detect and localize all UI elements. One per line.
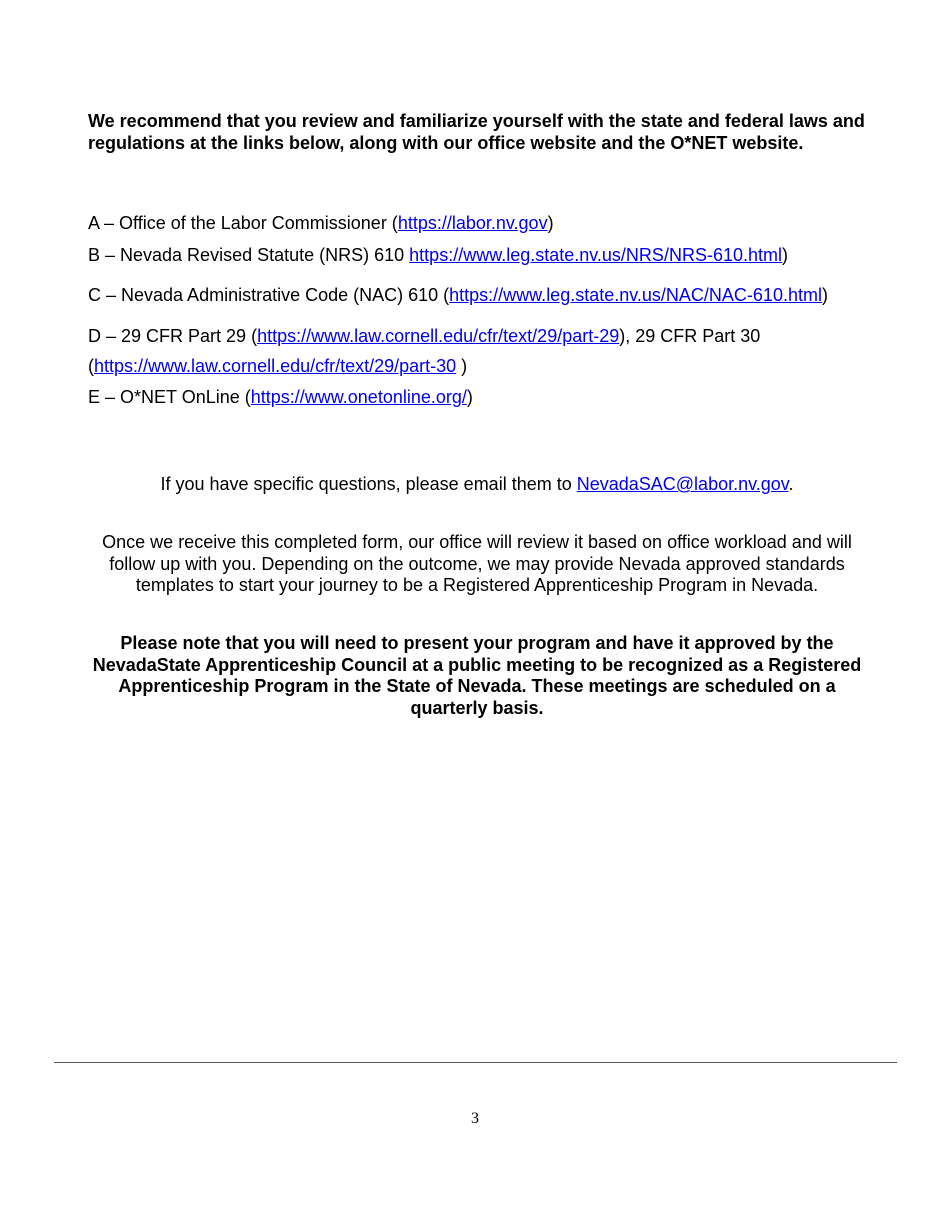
cfr-part-30-link[interactable]: https://www.law.cornell.edu/cfr/text/29/part-30 — [94, 356, 457, 376]
reference-d-close: ) — [456, 356, 468, 376]
reference-c-label: C – Nevada Administrative Code (NAC) 610 ( — [88, 285, 450, 305]
cfr-part-29-link[interactable]: https://www.law.cornell.edu/cfr/text/29/part-29 — [257, 326, 620, 346]
process-paragraph: Once we receive this completed form, our office will review it based on office workload and will follow up with you. Depending on the outcome, we may provide Nevada approved standards templates to start your journey to be a Registered Apprenticeship Program in Nevada. — [102, 532, 852, 595]
reference-item-d-continued — [88, 355, 467, 377]
reference-item-d — [88, 325, 760, 347]
reference-d-label: D – 29 CFR Part 29 ( — [88, 326, 258, 346]
onet-online-link[interactable]: https://www.onetonline.org/ — [250, 387, 467, 407]
reference-c-close: ) — [821, 285, 828, 305]
reference-d-middle: ), 29 CFR Part 30 — [619, 326, 761, 346]
intro-paragraph: We recommend that you review and familiarize yourself with the state and federal laws and regulations at the links below, along with our office website and the O*NET website. — [88, 111, 865, 153]
reference-e-close: ) — [466, 387, 473, 407]
footer-divider — [54, 1062, 897, 1063]
reference-e-label: E – O*NET OnLine ( — [88, 387, 251, 407]
page-number: 3 — [471, 1110, 479, 1127]
reference-a-label: A – Office of the Labor Commissioner ( — [88, 213, 398, 233]
reference-b-label: B – Nevada Revised Statute (NRS) 610 — [88, 245, 410, 265]
nac-610-link[interactable]: https://www.leg.state.nv.us/NAC/NAC-610.html — [449, 285, 822, 305]
contact-period: . — [788, 474, 794, 494]
reference-item-e — [88, 386, 473, 408]
reference-item-a — [88, 212, 554, 234]
reference-d-open: ( — [88, 356, 94, 376]
contact-email-link[interactable]: NevadaSAC@labor.nv.gov — [576, 474, 789, 494]
contact-text: If you have specific questions, please email them to — [160, 474, 577, 494]
labor-commissioner-link[interactable]: https://labor.nv.gov — [397, 213, 548, 233]
reference-a-close: ) — [547, 213, 554, 233]
nrs-610-link[interactable]: https://www.leg.state.nv.us/NRS/NRS-610.html — [409, 245, 782, 265]
reference-item-b — [88, 244, 788, 266]
approval-note: Please note that you will need to present your program and have it approved by the NevadaState Apprenticeship Council at a public meeting to be recognized as a Registered Apprenticeship Program in the State of Nevada. These meetings are scheduled on a quarterly basis. — [92, 633, 862, 718]
reference-item-c — [88, 284, 828, 306]
contact-paragraph — [80, 474, 874, 496]
reference-b-close: ) — [781, 245, 788, 265]
